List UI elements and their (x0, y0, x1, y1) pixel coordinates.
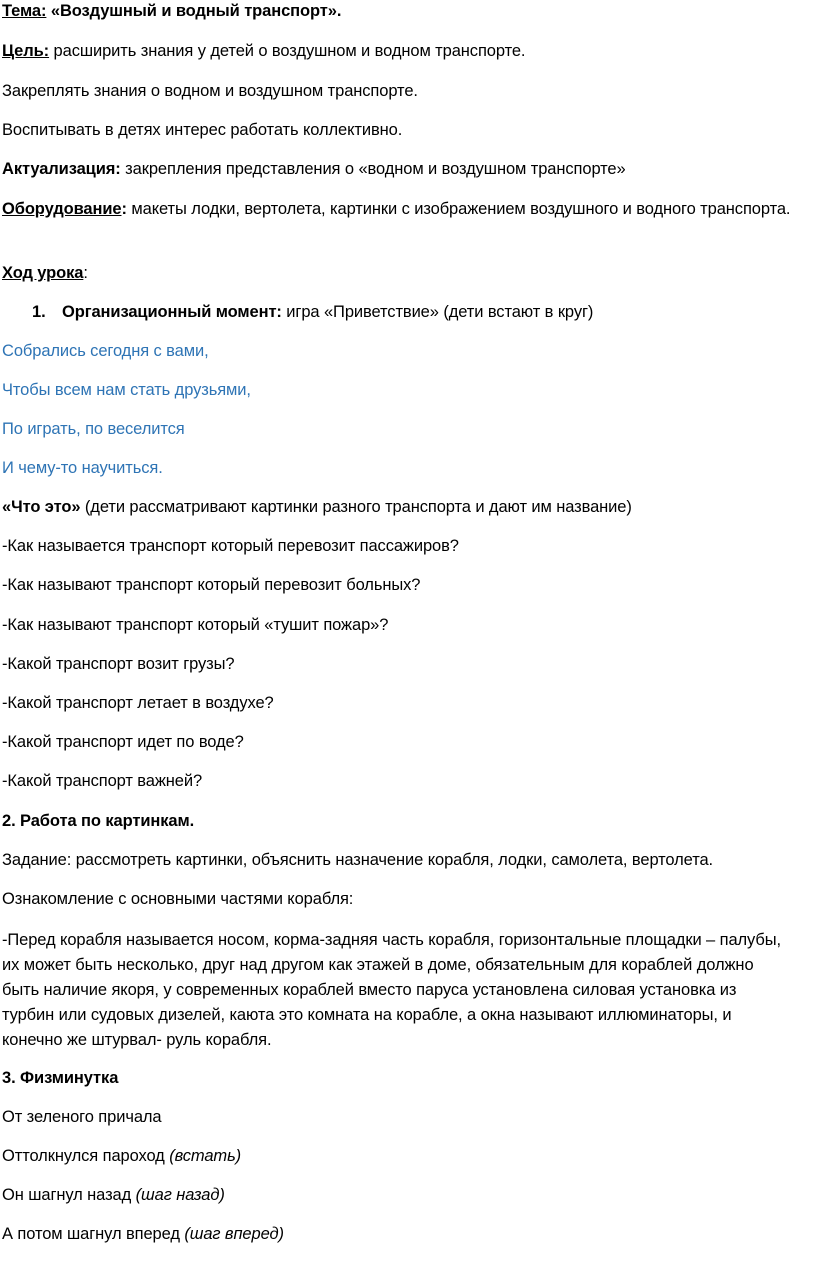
actualization-label: Актуализация: (2, 160, 121, 178)
step1-number: 1. (32, 303, 46, 321)
step1-content (62, 303, 593, 322)
equipment-colon: : (121, 200, 127, 218)
goal-line (2, 42, 525, 61)
lesson-label: Ход урока (2, 264, 84, 282)
exercise-text: А потом шагнул вперед (2, 1225, 185, 1243)
topic-text: «Воздушный и водный транспорт». (46, 2, 342, 20)
goal-line-3: Воспитывать в детях интерес работать коллективно. (2, 121, 403, 139)
poem-line: Чтобы всем нам стать друзьями, (2, 381, 251, 399)
ship-intro-line: Ознакомление с основными частями корабля: (2, 890, 354, 908)
task-line: Задание: рассмотреть картинки, объяснить назначение корабля, лодки, самолета, вертолета. (2, 851, 714, 869)
step3-heading: 3. Физминутка (2, 1069, 119, 1087)
question-line: -Какой транспорт возит грузы? (2, 655, 235, 673)
goal-line-2: Закреплять знания о водном и воздушном транспорте. (2, 82, 418, 100)
question-line: -Как называют транспорт который «тушит пожар»? (2, 616, 389, 634)
question-line: -Какой транспорт важней? (2, 772, 203, 790)
actualization-line (2, 160, 626, 179)
actualization-text: закрепления представления о «водном и воздушном транспорте» (120, 160, 626, 178)
exercise-note: (встать) (169, 1147, 242, 1165)
poem-line: Собрались сегодня с вами, (2, 342, 209, 360)
lesson-heading (2, 264, 88, 283)
question-line: -Какой транспорт летает в воздухе? (2, 694, 274, 712)
goal-label: Цель: (2, 42, 50, 60)
ship-parts-paragraph: -Перед корабля называется носом, корма-задняя часть корабля, горизонтальные площадки – палубы, их может быть несколько, друг над другом как этажей в доме, обязательным для кораблей должно быть наличие якоря, у современных кораблей вместо паруса установлена силовая установка из турбин или судовых дизелей, каюта это комната на корабле, а окна называют иллюминаторы, и конечно же штурвал- руль корабля. (2, 931, 781, 1049)
exercise-text: Оттолкнулся пароход (2, 1147, 170, 1165)
step1-label: Организационный момент: (62, 303, 282, 321)
equipment-paragraph (2, 197, 792, 222)
goal-text: расширить знания у детей о воздушном и водном транспорте. (49, 42, 526, 60)
step2-heading: 2. Работа по картинкам. (2, 812, 195, 830)
what-is-it-line (2, 498, 632, 517)
topic-label: Тема: (2, 2, 47, 20)
poem-line: По играть, по веселится (2, 420, 185, 438)
equipment-label: Оборудование (2, 200, 122, 218)
poem-line: И чему-то научиться. (2, 459, 163, 477)
exercise-line (2, 1225, 284, 1244)
question-line: -Какой транспорт идет по воде? (2, 733, 244, 751)
exercise-note: (шаг назад) (135, 1186, 225, 1204)
exercise-line (2, 1147, 241, 1166)
what-is-it-text: (дети рассматривают картинки разного транспорта и дают им название) (80, 498, 632, 516)
exercise-text: Он шагнул назад (2, 1186, 136, 1204)
exercise-line (2, 1108, 162, 1127)
equipment-text: макеты лодки, вертолета, картинки с изображением воздушного и водного транспорта. (126, 200, 791, 218)
topic-line (2, 2, 341, 21)
what-is-it-label: «Что это» (2, 498, 81, 516)
exercise-note: (шаг вперед) (184, 1225, 284, 1243)
exercise-text: От зеленого причала (2, 1108, 162, 1126)
question-line: -Как называют транспорт который перевозит больных? (2, 576, 421, 594)
step1-text: игра «Приветствие» (дети встают в круг) (281, 303, 594, 321)
exercise-line (2, 1186, 225, 1205)
question-line: -Как называется транспорт который перевозит пассажиров? (2, 537, 459, 555)
lesson-colon: : (83, 264, 88, 282)
